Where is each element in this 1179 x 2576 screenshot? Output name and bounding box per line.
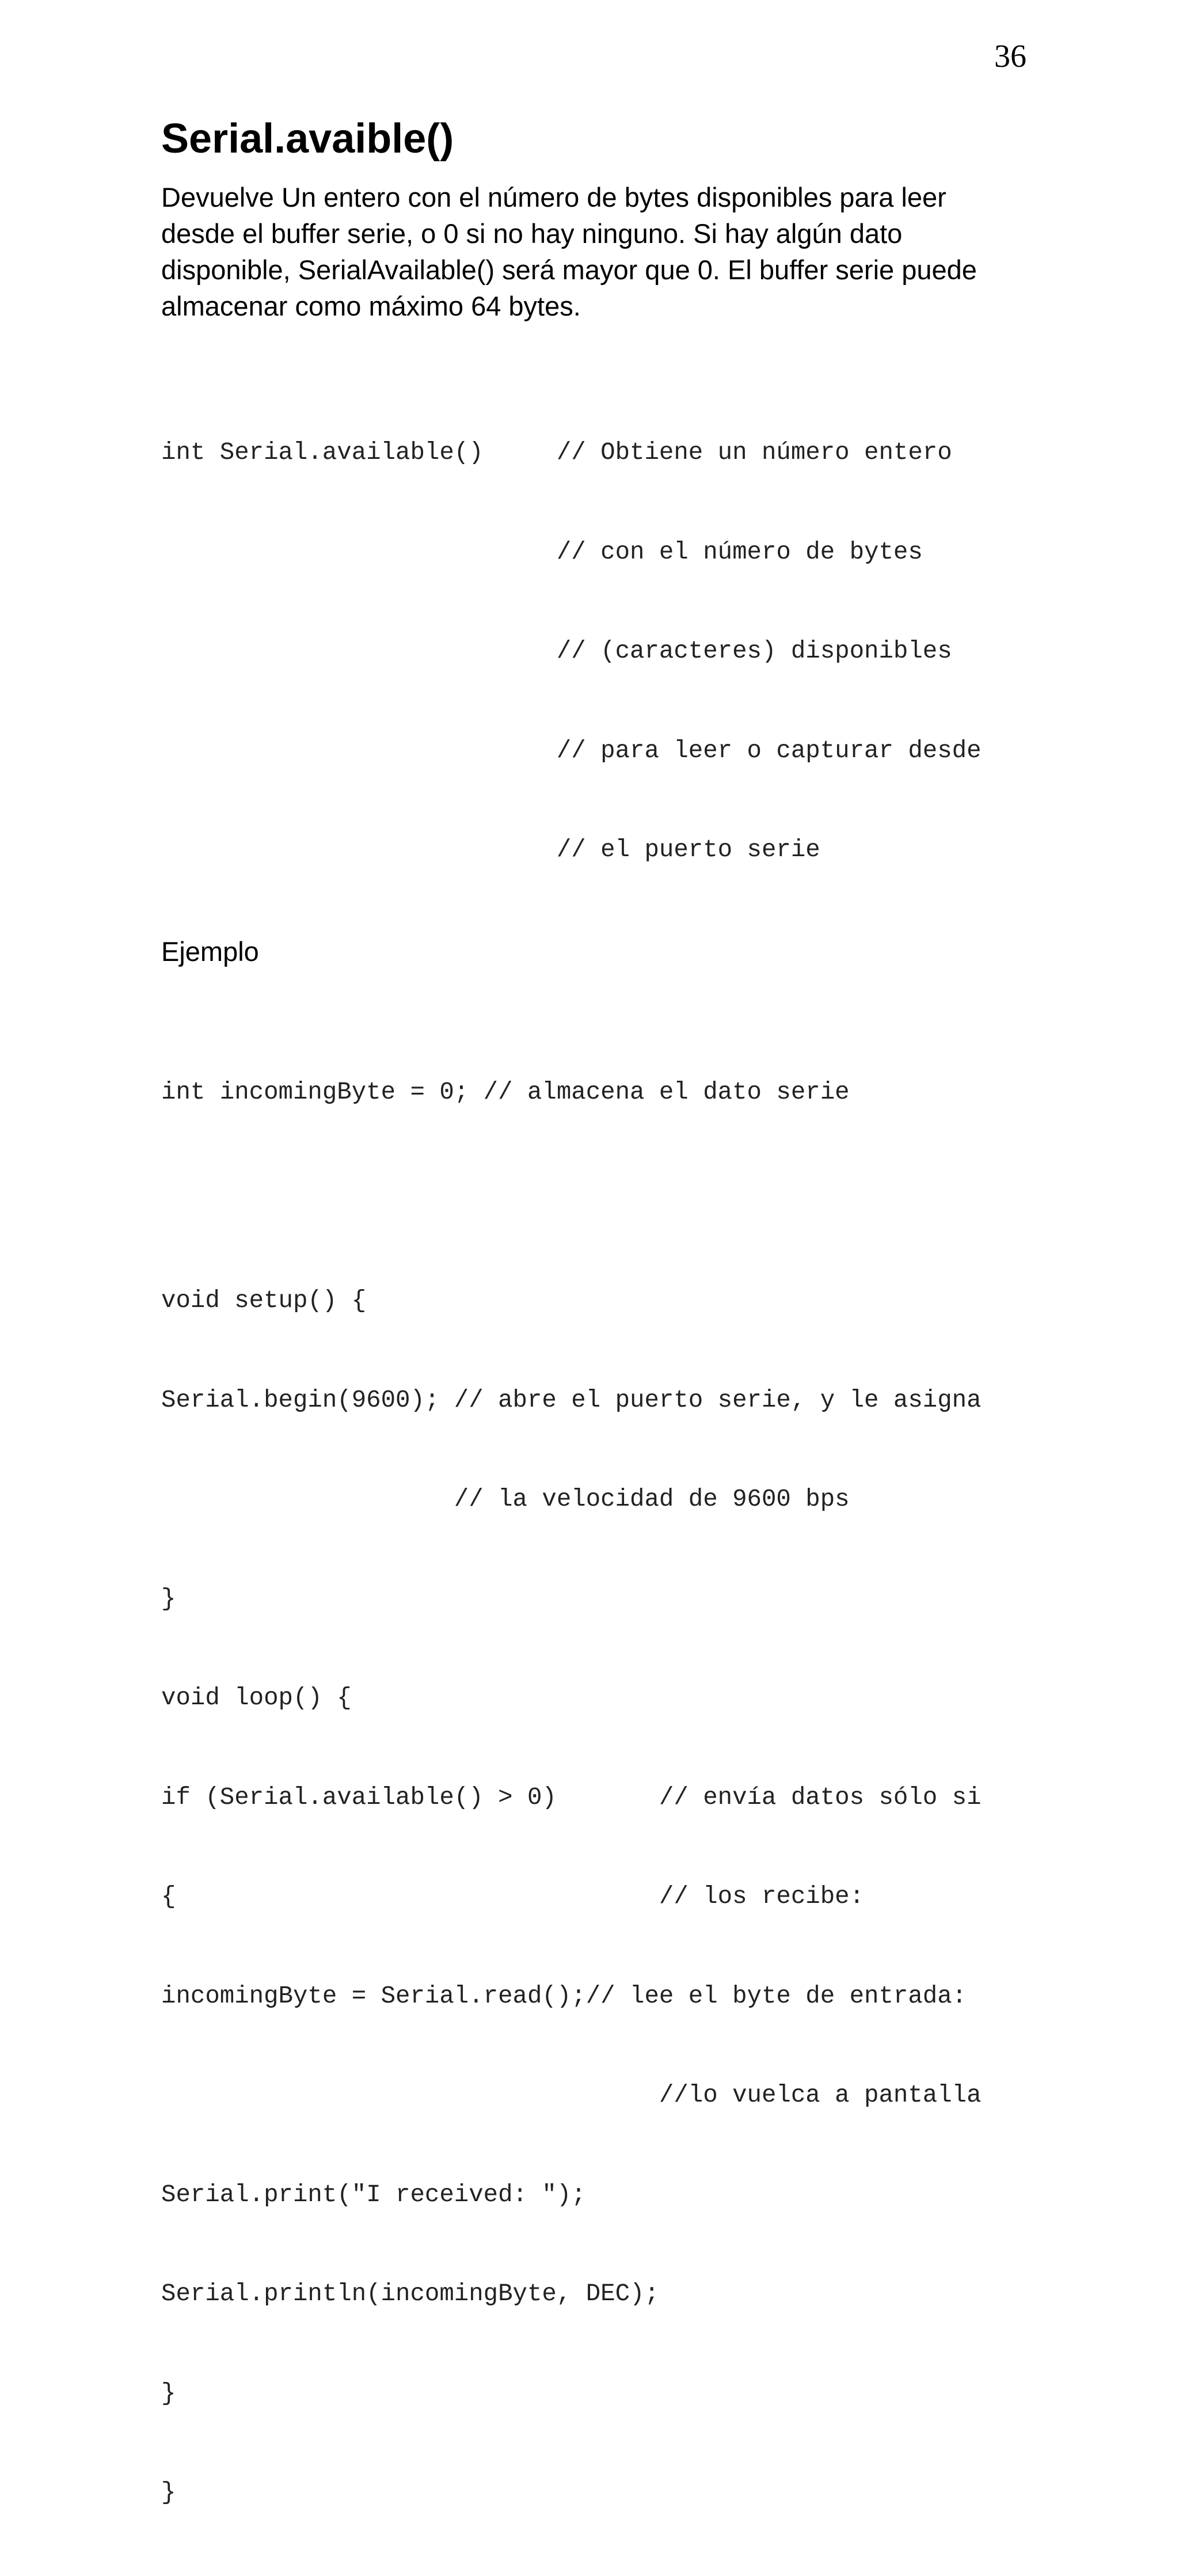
- code-line: Serial.begin(9600); // abre el puerto serie, y le asigna: [161, 1386, 982, 1414]
- code-line: }: [161, 1585, 176, 1613]
- code-line: int Serial.available() // Obtiene un número entero: [161, 439, 952, 466]
- code-line: if (Serial.available() > 0) // envía datos sólo si: [161, 1783, 982, 1811]
- code-line: //lo vuelca a pantalla: [161, 2081, 982, 2109]
- code-line: // el puerto serie: [161, 836, 820, 864]
- page-number: 36: [994, 39, 1026, 74]
- code-line: Serial.println(incomingByte, DEC);: [161, 2280, 659, 2308]
- section-title: Serial.avaible(): [161, 116, 454, 162]
- code-line: incomingByte = Serial.read();// lee el byte de entrada:: [161, 1982, 967, 2010]
- code-line: // con el número de bytes: [161, 538, 923, 566]
- code-line: Serial.print("I received: ");: [161, 2180, 586, 2209]
- code-line: // (caracteres) disponibles: [161, 637, 952, 665]
- code-line: void loop() {: [161, 1684, 352, 1712]
- example-heading: Ejemplo: [161, 936, 259, 967]
- syntax-code-block: [161, 370, 1025, 933]
- code-line: void setup() {: [161, 1287, 367, 1314]
- code-line: { // los recibe:: [161, 1883, 865, 1910]
- code-line: // para leer o capturar desde: [161, 736, 982, 765]
- section-description: Devuelve Un entero con el número de bytes disponibles para leer desde el buffer serie, o 0 si no hay ninguno. Si hay algún dato disponible, SerialAvailable() será mayor que 0. El buffer serie puede almacenar como máximo 64 bytes.: [161, 182, 977, 321]
- code-line: }: [161, 2379, 176, 2407]
- code-line: // la velocidad de 9600 bps: [161, 1485, 850, 1513]
- page-content: [161, 118, 1025, 2576]
- code-line: int incomingByte = 0; // almacena el dato serie: [161, 1078, 850, 1106]
- code-line: }: [161, 2479, 176, 2506]
- example-code-block: [161, 1010, 1025, 2576]
